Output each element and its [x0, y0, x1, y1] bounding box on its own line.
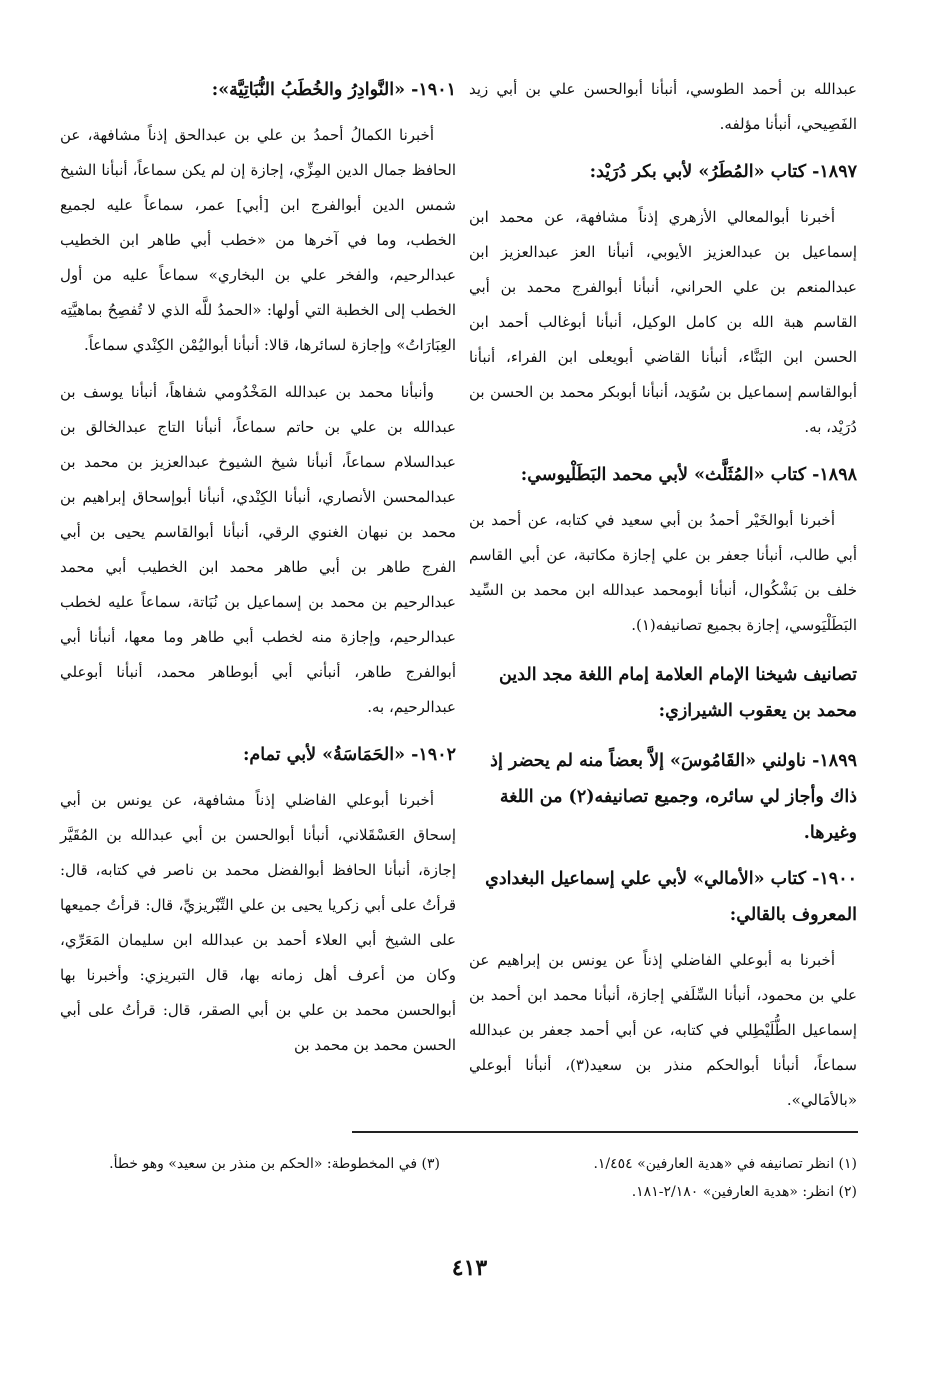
heading-1897: ١٨٩٧- كتاب «المُطَرُ» لأبي بكر دُرَيْد: — [589, 162, 857, 182]
page-number: ٤١٣ — [451, 1255, 488, 1281]
section-heading-shirazi: تصانيف شيخنا الإمام العلامة إمام اللغة مجد الدين محمد بن يعقوب الشيرازي: — [498, 665, 857, 721]
entry-1897-text: أخبرنا أبوالمعالي الأزهري إذناً مشافهة، عن محمد ابن إسماعيل بن عبدالعزيز الأيوبي، أنبأنا العز عبدالعزيز ابن عبدالمنعم بن علي الحراني، أنبأنا أبوالفرج محمد بن أبي القاسم هبة الله بن كامل الوكيل، أنبأنا أبوغالب أحمد ابن الحسن ابن البَنَّاء، أنبأنا القاضي أبويعلى ابن الفراء، أنبأنا أبوالقاسم إسماعيل بن سُوَيد، أنبأنا أبوبكر محمد بن الحسن بن دُرَيْد، به. — [469, 208, 857, 436]
left-column — [60, 72, 456, 1075]
right-column — [469, 72, 857, 1130]
entry-1901-text-b: وأنبأنا محمد بن عبدالله المَخْدُومي شفاهاً، أنبأنا يوسف بن عبدالله بن علي بن حاتم سماعاً، أنبأنا التاج عبدالخالق بن عبدالسلام سماعاً، أنبأنا شيخ الشيوخ عبدالعزيز بن محمد بن عبدالمحسن الأنصاري، أنبأنا الكِنْدي، أنبأنا أبوإسحاق إبراهيم بن محمد بن نبهان الغنوي الرقي، أنبأنا أبوالقاسم يحيى بن أبي الفرج طاهر بن أبي طاهر محمد ابن الخطيب أبي محمد عبدالرحيم بن محمد بن إسماعيل بن نُبَاتة، سماعاً عليه لخطب عبدالرحيم، وإجازة منه لخطب أبي طاهر وما معها، أنبأنا أبي أبوالفرج طاهر، أنبأني أبي أبوطاهر محمد، أنبأنا أبوعلي عبدالرحيم، به. — [60, 383, 456, 716]
footnote-1: (١) انظر تصانيفه في «هدية العارفين» ١/٤٥٤. — [593, 1156, 857, 1172]
footnote-2: (٢) انظر: «هدية العارفين» ٢/١٨٠-١٨١. — [631, 1184, 857, 1200]
entry-1900-text: أخبرنا به أبوعلي الفاضلي إذناً عن يونس بن إبراهيم عن علي بن محمود، أنبأنا السِّلَفي إجازة، أنبأنا محمد ابن أحمد بن إسماعيل الطُّلَيْطِلي في كتابه، عن أبي أحمد جعفر بن عبدالله سماعاً، أنبأنا أبوالحكم منذر بن سعيد(٣)، أنبأنا أبوعلي «بالأمَالي». — [469, 951, 857, 1109]
footnote-divider — [352, 1131, 858, 1133]
heading-1902: ١٩٠٢- «الحَمَاسَةُ» لأبي تمام: — [242, 745, 456, 765]
footnote-3: (٣) في المخطوطة: «الحكم بن منذر بن سعيد» وهو خطأ. — [109, 1156, 440, 1172]
footnotes-left — [60, 1150, 440, 1178]
entry-1901-text-a: أخبرنا الكمالُ أحمدُ بن علي بن عبدالحق إذناً مشافهة، عن الحافظ جمال الدين المِزِّي، إجازة إن لم يكن سماعاً، أنبأنا الشيخ شمس الدين أبوالفرج ابن [أبي] عمر، سماعاً عليه لجميع الخطب، وما في آخرها من «خطب أبي طاهر ابن الخطيب عبدالرحيم، والفخر علي بن البخاري» سماعاً عليه من أول الخطب إلى الخطبة التي أولها: «الحمدُ للَّه الذي لا تُفصِحُ بماهيَّتِه العِبَارَاتُ» وإجازة لسائرها، قالا: أنبأنا أبواليُمْن الكِنْدي سماعاً. — [60, 126, 456, 354]
entry-1898-text: أخبرنا أبوالخَيْر أحمدُ بن أبي سعيد في كتابه، عن أحمد بن أبي طالب، أنبأنا جعفر بن علي إجازة مكاتبة، عن أبي القاسم خلف بن بَشْكُوال، أنبأنا أبومحمد عبدالله ابن محمد بن السِّيد البَطَلْيَوسي، إجازة بجميع تصانيفه(١). — [469, 511, 857, 634]
heading-1900: ١٩٠٠- كتاب «الأمالي» لأبي علي إسماعيل البغدادي المعروف بالقالي: — [485, 869, 857, 925]
entry-1902-text: أخبرنا أبوعلي الفاضلي إذناً مشافهة، عن يونس بن أبي إسحاق العَسْقَلاني، أنبأنا أبوالحسن بن أبي عبدالله بن المُقَيَّر إجازة، أنبأنا الحافظ أبوالفضل محمد بن ناصر في كتابه، قال: قرأتُ على أبي زكريا يحيى بن علي التِّبْريزيِّ، قال: قرأتُ جميعها على الشيخ أبي العلاء أحمد بن عبدالله ابن سليمان المَعَرِّي، وكان من أعرف أهل زمانه بها، قال التبريزي: وأخبرنا بها أبوالحسن محمد بن علي بن أبي الصقر، قال: قرأتُ على أبي الحسن محمد بن محمد بن — [60, 791, 456, 1054]
footnotes-right — [457, 1150, 857, 1206]
heading-1898: ١٨٩٨- كتاب «المُثَلَّث» لأبي محمد البَطَلْيوسي: — [520, 465, 857, 485]
entry-1896-continuation: عبدالله بن أحمد الطوسي، أنبأنا أبوالحسن علي بن أبي زيد الفَصِيحي، أنبأنا مؤلفه. — [469, 80, 857, 133]
heading-1899: ١٨٩٩- ناولني «القَامُوسَ» إلاَّ بعضاً منه لم يحضر إذ ذاك وأجاز لي سائره، وجميع تصانيفه(٢) من اللغة وغيرها. — [490, 751, 857, 843]
heading-1901: ١٩٠١- «النَّوادِرُ والخُطَبُ النُّبَاتِيَّة»: — [211, 80, 456, 100]
